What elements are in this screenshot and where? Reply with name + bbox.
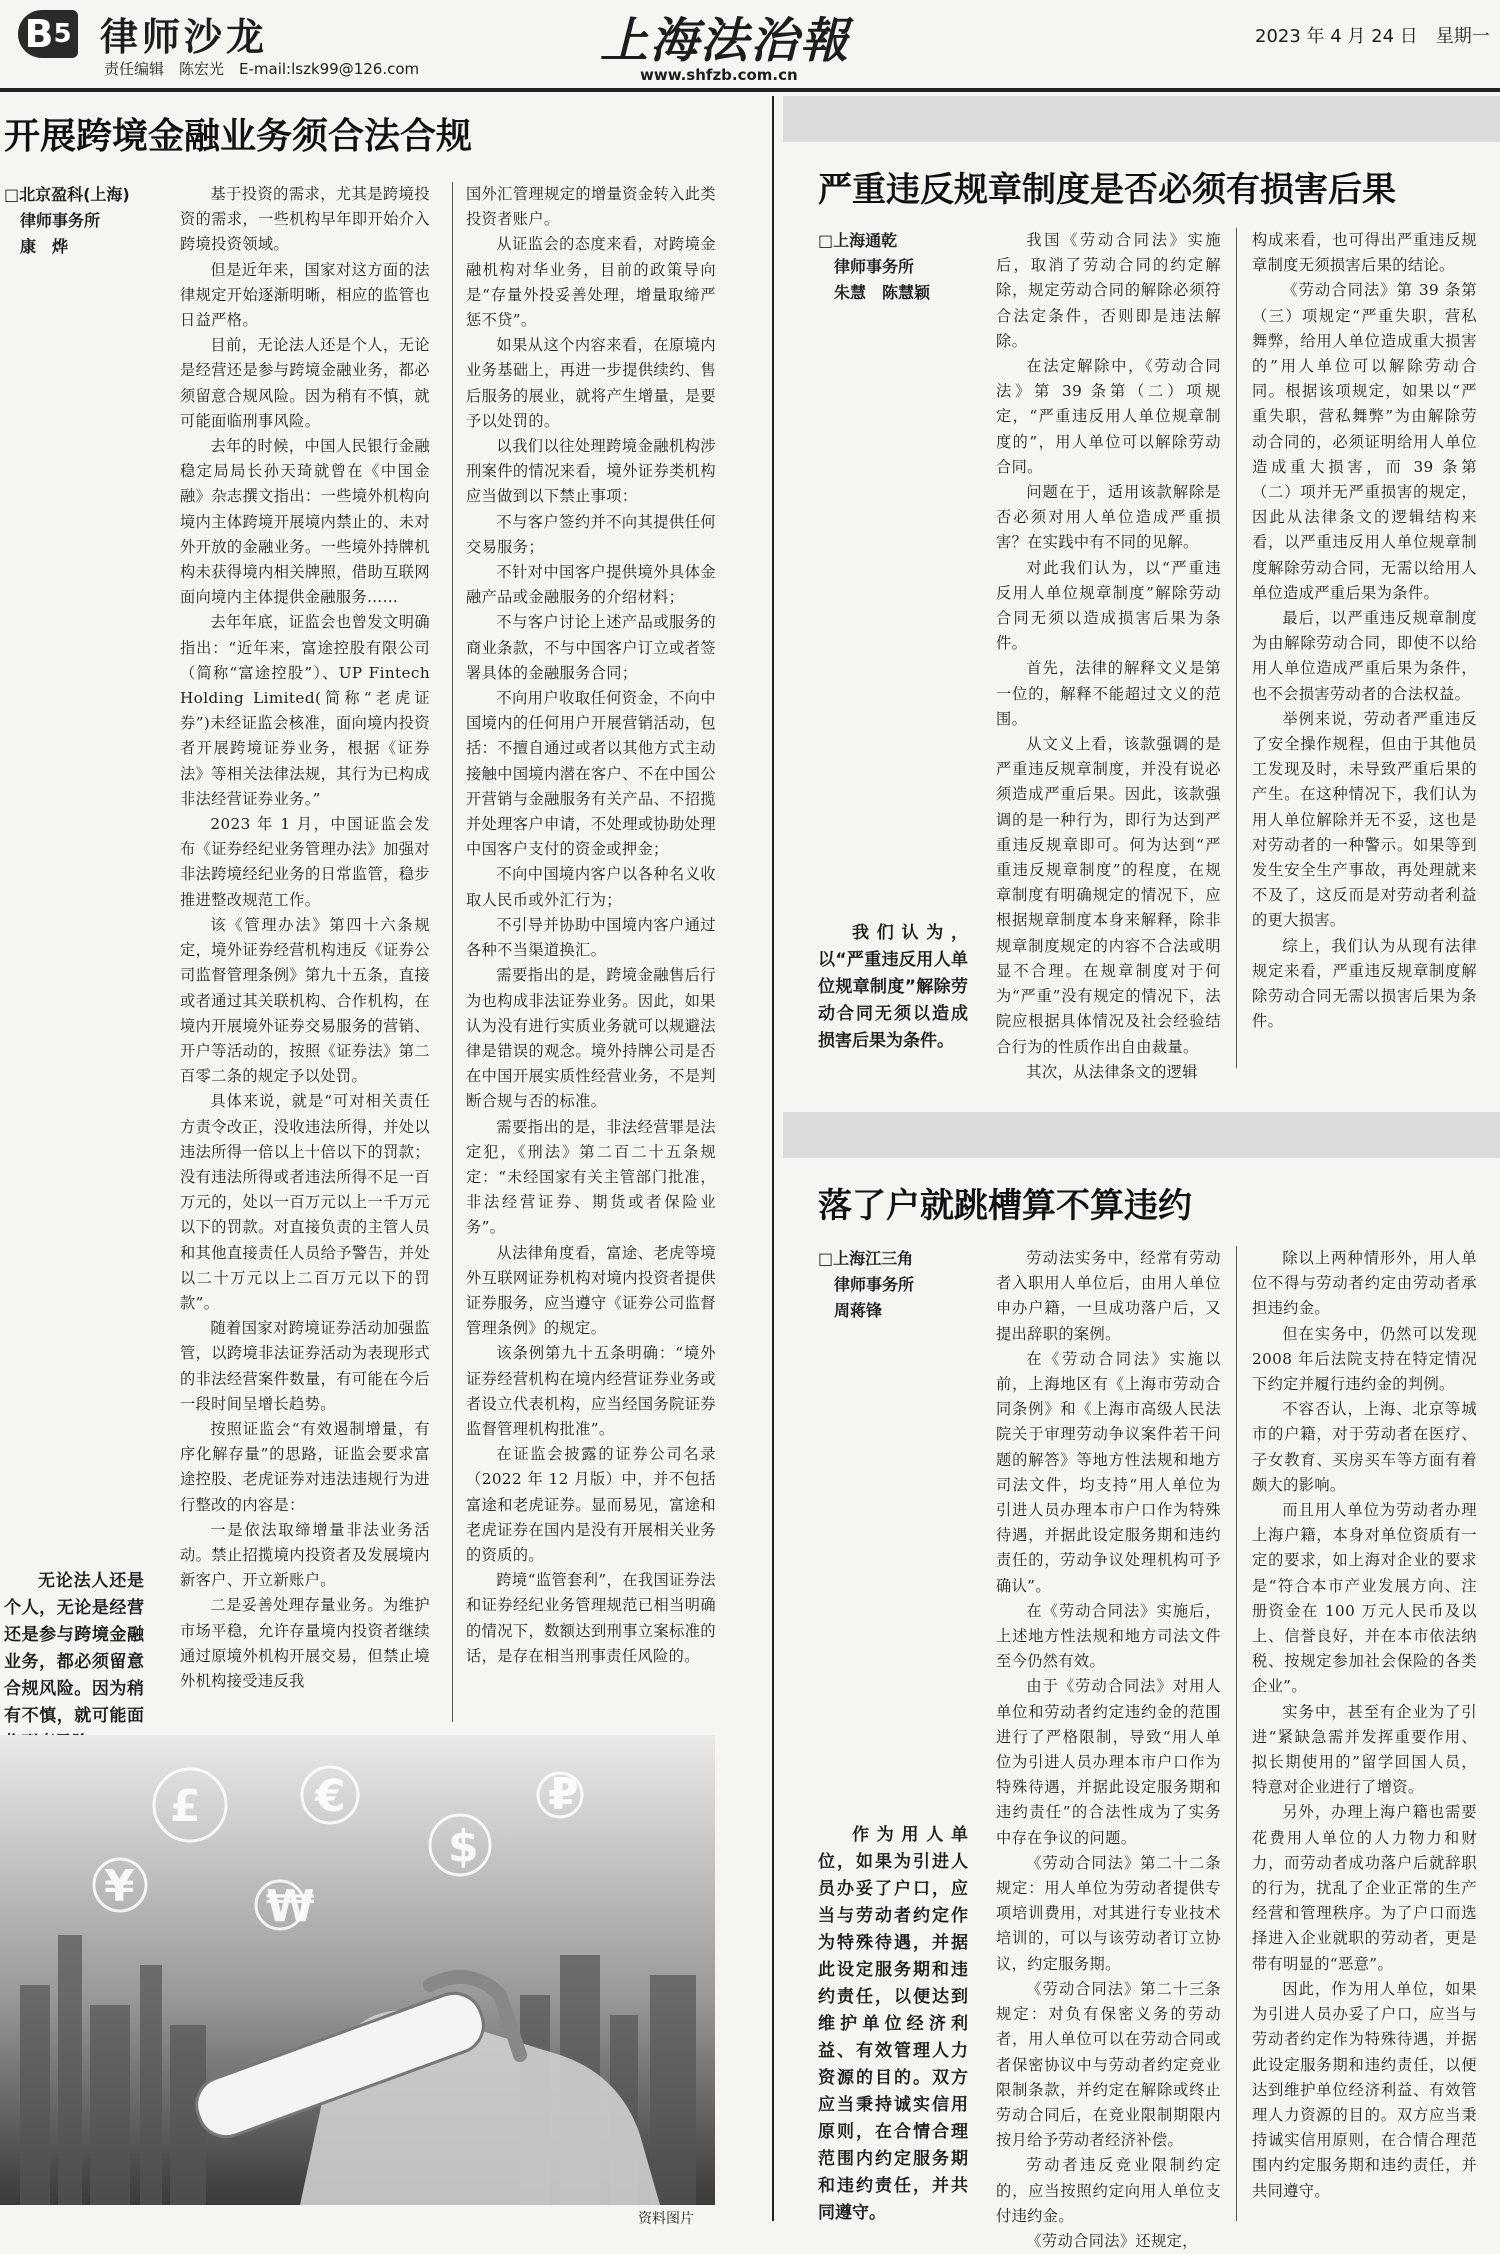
paragraph: 如果从这个内容来看，在原境内业务基础上，再进一步提供续约、售后服务的展业，就将产生增量，是要予以处罚的。: [466, 336, 716, 430]
paragraph: 劳动者违反竞业限制约定的，应当按照约定向用人单位支付违约金。: [996, 2156, 1221, 2225]
byline-author: 康 烨: [20, 237, 69, 256]
svg-text:$: $: [448, 1821, 479, 1872]
page-number-badge: [18, 10, 78, 58]
byline-author: 朱慧 陈慧颖: [834, 283, 931, 302]
paragraph: 因此，作为用人单位，如果为引进人员办妥了户口，应当与劳动者约定作为特殊待遇，并据此设定服务期和违约责任，以便达到维护单位经济利益、有效管理人力资源的目的。双方应当秉持诚实信用原则，在合情合理范围内约定服务期和违约责任，并共同遵守。: [1252, 1979, 1477, 2200]
body-column-2: [466, 182, 716, 1722]
paragraph: 在《劳动合同法》实施以前，上海地区有《上海市劳动合同条例》和《上海市高级人民法院关于审理劳动争议案件若干问题的解答》等地方性法规和地方司法文件，均支持“用人单位为引进人员办理本市户口作为特殊待遇，并据此设定服务期和违约责任的，劳动争议处理机构可予确认”。: [996, 1349, 1221, 1595]
body-column-1: [996, 1246, 1221, 2250]
headline: 严重违反规章制度是否必须有损害后果: [818, 170, 1396, 210]
paragraph: 随着国家对跨境证券活动加强监管，以跨境非法证券活动为表现形式的非法经营案件数量，有可能在今后一段时间呈增长趋势。: [180, 1319, 430, 1413]
byline-firm-suffix: 律师事务所: [20, 211, 101, 230]
paragraph: 国外汇管理规定的增量资金转入此类投资者账户。: [466, 185, 716, 229]
paragraph: 2023 年 1 月，中国证监会发布《证券经纪业务管理办法》加强对非法跨境经纪业务的日常监管，稳步推进整改规范工作。: [180, 815, 430, 909]
byline: [4, 182, 154, 260]
svg-text:₽: ₽: [548, 1769, 579, 1820]
issue-date: 2023 年 4 月 24 日 星期一: [1255, 26, 1490, 47]
article-photo: [0, 1735, 715, 2205]
svg-text:£: £: [170, 1781, 201, 1832]
header-band: [783, 1112, 1500, 1158]
svg-text:₩: ₩: [266, 1881, 315, 1932]
newspaper-logo: 上海法治報: [600, 13, 851, 69]
paragraph: 目前，无论法人还是个人，无论是经营还是参与跨境金融业务，都必须留意合规风险。因为稍有不慎，就可能面临刑事风险。: [180, 336, 430, 430]
column-rule: [1236, 1246, 1237, 2221]
paragraph: 不针对中国客户提供境外具体金融产品或金融服务的介绍材料；: [466, 563, 716, 607]
body-column-2: [1252, 228, 1477, 1068]
byline-firm: □上海江三角: [818, 1249, 914, 1268]
byline-firm: □上海通乾: [818, 231, 898, 250]
byline: [818, 1246, 978, 1324]
paragraph: 但在实务中，仍然可以发现 2008 年后法院支持在特定情况下约定并履行违约金的判例。: [1252, 1324, 1477, 1394]
paragraph: 不容否认，上海、北京等城市的户籍，对于劳动者在医疗、子女教育、买房买车等方面有着颇大的影响。: [1252, 1400, 1477, 1494]
paragraph: 从文义上看，该款强调的是严重违反规章制度，并没有说必须造成严重后果。因此，该款强调的是一种行为，即行为达到严重违反规章即可。何为达到“严重违反规章制度”的程度，在规章制度有明确规定的情况下，应根据规章制度本身来解释，除非规章制度规定的内容不合法或明显不合理。在规章制度对于何为“严重”没有规定的情况下，法院应根据具体情况及社会经验结合行为的性质作出自由裁量。: [996, 735, 1221, 1056]
paragraph: 以我们以往处理跨境金融机构涉刑案件的情况来看，境外证券类机构应当做到以下禁止事项：: [466, 437, 716, 506]
header-band: [783, 96, 1500, 142]
pull-quote: 作为用人单位，如果为引进人员办妥了户口，应当与劳动者约定作为特殊待遇，并据此设定服务期和违约责任，以便达到维护单位经济利益、有效管理人力资源的目的。双方应当秉持诚实信用原则，在合情合理范围内约定服务期和违约责任，并共同遵守。: [818, 1825, 968, 2223]
byline-author: 周蒋锋: [834, 1301, 883, 1320]
headline: 开展跨境金融业务须合法合规: [4, 116, 473, 157]
pull-quote: 我们认为，以“严重违反用人单位规章制度”解除劳动合同无须以造成损害后果为条件。: [818, 923, 968, 1051]
paragraph: 需要指出的是，非法经营罪是法定犯，《刑法》第二百二十五条规定：“未经国家有关主管部门批准，非法经营证券、期货或者保险业务”。: [466, 1117, 716, 1237]
svg-text:¥: ¥: [104, 1861, 135, 1912]
paragraph: 首先，法律的解释文义是第一位的，解释不能超过文义的范围。: [996, 659, 1221, 728]
paragraph: 在法定解除中，《劳动合同法》第 39 条第（二）项规定，“严重违反用人单位规章制度的”，用人单位可以解除劳动合同。: [996, 357, 1221, 476]
paragraph: 跨境“监管套利”，在我国证券法和证券经纪业务管理规范已相当明确的情况下，数额达到刑事立案标准的话，是存在相当刑事责任风险的。: [466, 1571, 716, 1665]
column-rule: [452, 182, 453, 1722]
page-letter: B: [24, 12, 54, 56]
paragraph: 不与客户签约并不向其提供任何交易服务；: [466, 512, 716, 556]
headline: 落了户就跳槽算不算违约: [818, 1186, 1192, 1226]
paragraph: 而且用人单位为劳动者办理上海户籍，本身对单位资质有一定的要求，如上海对企业的要求是“符合本市产业发展方向、注册资金在 100 万元人民币及以上、信誉良好，并在本市依法纳税、按规定参加社会保险的各类企业”。: [1252, 1501, 1477, 1696]
byline-firm: □北京盈科(上海): [4, 185, 130, 204]
paragraph: 基于投资的需求，尤其是跨境投资的需求，一些机构早年即开始介入跨境投资领域。: [180, 185, 430, 254]
paragraph: 《劳动合同法》第二十二条规定：用人单位为劳动者提供专项培训费用，对其进行专业技术培训的，可以与该劳动者订立协议，约定服务期。: [996, 1853, 1221, 1973]
paragraph: 该条例第九十五条明确：“境外证券经营机构在境内经营证券业务或者设立代表机构，应当经国务院证券监督管理机构批准”。: [466, 1344, 716, 1438]
column-rule: [1236, 228, 1237, 1068]
paragraph: 按照证监会“有效遏制增量，有序化解存量”的思路，证监会要求富途控股、老虎证券对违法违规行为进行整改的内容是：: [180, 1419, 430, 1514]
editor-line: 责任编辑 陈宏光 E-mail:lszk99@126.com: [104, 60, 420, 78]
column-divider: [772, 96, 774, 2221]
header-rule: [0, 88, 1500, 92]
pull-quote: 无论法人还是个人，无论是经营还是参与跨境金融业务，都必须留意合规风险。因为稍有不慎，就可能面: [4, 1571, 144, 1726]
paragraph: 需要指出的是，跨境金融售后行为也构成非法证券业务。因此，如果认为没有进行实质业务就可以规避法律是错误的观念。境外持牌公司是否在中国开展实质性经营业务，不是判断合规与否的标准。: [466, 966, 716, 1111]
paragraph: 该《管理办法》第四十六条规定，境外证券经营机构违反《证券公司监督管理条例》第九十五条，直接或者通过其关联机构、合作机构，在境内开展境外证券交易服务的营销、开户等活动的，按照《证券法》第二百零二条的规定予以处罚。: [180, 915, 430, 1086]
body-column-1: [996, 228, 1221, 1081]
paragraph: 对此我们认为，以“严重违反用人单位规章制度”解除劳动合同无须以造成损害后果为条件。: [996, 558, 1221, 653]
paragraph: 不向用户收取任何资金，不向中国境内的任何用户开展营销活动，包括：不擅自通过或者以其他方式主动接触中国境内潜在客户、不在中国公开营销与金融服务有关产品、不招揽并处理客户申请，不处理或协助处理中国客户支付的资金或押金；: [466, 689, 716, 859]
byline: [818, 228, 978, 306]
paragraph: 我国《劳动合同法》实施后，取消了劳动合同的约定解除，规定劳动合同的解除必须符合法定条件，否则即是违法解除。: [996, 231, 1221, 350]
section-title: 律师沙龙: [100, 15, 269, 59]
paragraph: 劳动法实务中，经常有劳动者入职用人单位后，由用人单位申办户籍，一旦成功落户后，又提出辞职的案例。: [996, 1249, 1221, 1343]
paragraph: 去年年底，证监会也曾发文明确指出：“近年来，富途控股有限公司（简称“富途控股”）、UP Fintech Holding Limited(简称“老虎证券”)未经证监会核准，面向境内投资者开展跨境证券业务，根据《证券法》等相关法律法规，其行为已构成非法经营证券业务。”: [180, 613, 430, 808]
paragraph: 在证监会披露的证券公司名录（2022 年 12 月版）中，并不包括富途和老虎证券。显而易见，富途和老虎证券在国内是没有开展相关业务的资质的。: [466, 1445, 716, 1564]
paragraph: 不与客户讨论上述产品或服务的商业条款，不与中国客户订立或者签署具体的金融服务合同；: [466, 613, 716, 682]
byline-firm-suffix: 律师事务所: [834, 1275, 915, 1294]
paragraph: 实务中，甚至有企业为了引进“紧缺急需并发挥重要作用、拟长期使用的”留学回国人员，特意对企业进行了增资。: [1252, 1702, 1477, 1797]
byline-firm-suffix: 律师事务所: [834, 257, 915, 276]
paragraph: 《劳动合同法》第 39 条第（三）项规定“严重失职，营私舞弊，给用人单位造成重大损害的”用人单位可以解除劳动合同。根据该项规定，如果以“严重失职，营私舞弊”为由解除劳动合同的，必须证明给用人单位造成重大损害，而 39 条第（二）项并无严重损害的规定，因此从法律条文的逻辑结构来看，以严重违反用人单位规章制度解除劳动合同，无需以给用人单位造成严重后果为条件。: [1252, 281, 1477, 602]
paragraph: 构成来看，也可得出严重违反规章制度无须损害后果的结论。: [1252, 231, 1477, 275]
paragraph: 不向中国境内客户以各种名义收取人民币或外汇行为；: [466, 865, 716, 909]
page-number: 5: [53, 19, 72, 49]
photo-caption: 资料图片: [638, 2211, 694, 2227]
paragraph: 除以上两种情形外，用人单位不得与劳动者约定由劳动者承担违约金。: [1252, 1249, 1477, 1318]
paragraph: 不引导并协助中国境内客户通过各种不当渠道换汇。: [466, 915, 716, 960]
paragraph: 一是依法取缔增量非法业务活动。禁止招揽境内投资者及发展境内新客户、开立新账户。: [180, 1520, 430, 1590]
paragraph: 在《劳动合同法》实施后，上述地方性法规和地方司法文件至今仍然有效。: [996, 1601, 1221, 1671]
paragraph: 问题在于，适用该款解除是否必须对用人单位造成严重损害？在实践中有不同的见解。: [996, 483, 1221, 552]
paragraph: 二是妥善处理存量业务。为维护市场平稳，允许存量境内投资者继续通过原境外机构开展交易，但禁止境外机构接受违反我: [180, 1596, 430, 1690]
paragraph: 《劳动合同法》还规定，: [1026, 2231, 1198, 2250]
paragraph: 其次，从法律条文的逻辑: [1026, 1062, 1198, 1081]
body-column-2: [1252, 1246, 1477, 2221]
paragraph: 去年的时候，中国人民银行金融稳定局局长孙天琦就曾在《中国金融》杂志撰文指出：一些境外机构向境内主体跨境开展境内禁止的、未对外开放的金融业务。一些境外持牌机构未获得境内相关牌照，借助互联网面向境内主体提供金融服务……: [180, 437, 430, 607]
paragraph: 举例来说，劳动者严重违反了安全操作规程，但由于其他员工发现及时，未导致严重后果的产生。在这种情况下，我们认为用人单位解除并无不妥，这也是对劳动者的一种警示。如果等到发生安全生产事故，再处理就来不及了，这反而是对劳动者利益的更大损害。: [1252, 709, 1477, 930]
paragraph: 但是近年来，国家对这方面的法律规定开始逐渐明晰，相应的监管也日益严格。: [180, 260, 430, 330]
paragraph: 从法律角度看，富途、老虎等境外互联网证券机构对境内投资者提供证券服务，应当遵守《证券公司监督管理条例》的规定。: [466, 1243, 716, 1338]
paragraph: 从证监会的态度来看，对跨境金融机构对华业务，目前的政策导向是“存量外投妥善处理，增量取缔严惩不贷”。: [466, 235, 716, 330]
paragraph: 综上，我们认为从现有法律规定来看，严重违反规章制度解除劳动合同无需以损害后果为条件。: [1252, 936, 1477, 1031]
finance-hand-phone-image: [0, 1735, 715, 2205]
svg-text:€: €: [315, 1771, 346, 1822]
paragraph: 另外，办理上海户籍也需要花费用人单位的人力物力和财力，而劳动者成功落户后就辞职的行为，扰乱了企业正常的生产经营和管理秩序。为了户口而选择进入企业就职的劳动者，更是带有明显的“恶意”。: [1252, 1803, 1477, 1973]
paragraph: 《劳动合同法》第二十三条规定：对负有保密义务的劳动者，用人单位可以在劳动合同或者保密协议中与劳动者约定竞业限制条款，并约定在解除或终止劳动合同后，在竞业限制期限内按月给予劳动者经济补偿。: [996, 1979, 1221, 2150]
paragraph: 最后，以严重违反规章制度为由解除劳动合同，即使不以给用人单位造成严重后果为条件，也不会损害劳动者的合法权益。: [1252, 609, 1477, 703]
paragraph: 由于《劳动合同法》对用人单位和劳动者约定违约金的范围进行了严格限制，导致“用人单位为引进人员办理本市户口作为特殊待遇，并据此设定服务期和违约责任”的合法性成为了实务中存在争议的问题。: [996, 1677, 1221, 1847]
paragraph: 具体来说，就是“可对相关责任方责令改正，没收违法所得，并处以违法所得一倍以上十倍以下的罚款；没有违法所得或者违法所得不足一百万元的，处以一百万元以上一千万元以下的罚款。对直接负责的主管人员和其他直接责任人员给予警告，并处以二十万元以上二百万元以下的罚款”。: [180, 1092, 430, 1312]
body-column-1: [180, 182, 430, 1722]
website-url: www.shfzb.com.cn: [640, 66, 798, 84]
